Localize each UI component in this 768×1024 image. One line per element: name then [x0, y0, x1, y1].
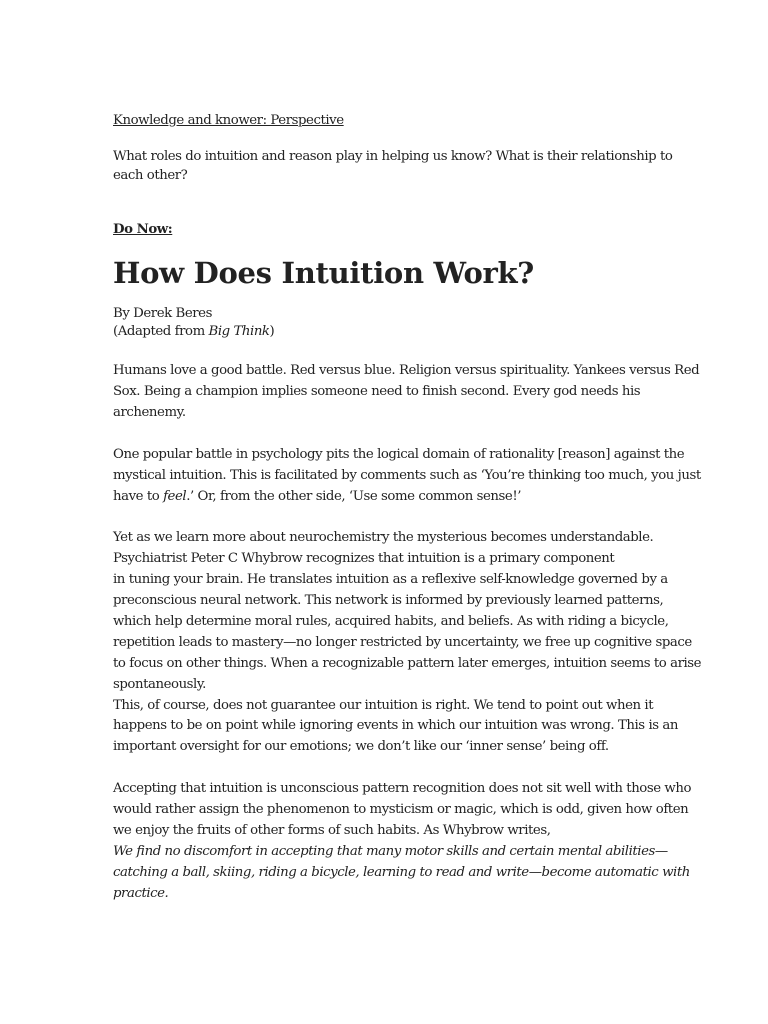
text-run: have to	[113, 489, 164, 504]
paragraph-line: Humans love a good battle. Red versus blue. Religion versus spirituality. Yankees versus Red	[113, 363, 700, 378]
paragraph-line: archenemy.	[113, 405, 186, 420]
adapted-suffix: )	[269, 324, 275, 339]
quote-line: catching a ball, skiing, riding a bicycle, learning to read and write—become automatic with	[113, 865, 690, 880]
paragraph-line: we enjoy the fruits of other forms of such habits. As Whybrow writes,	[113, 823, 551, 838]
quote-line: We find no discomfort in accepting that many motor skills and certain mental abilities—	[113, 844, 668, 859]
paragraph-line: which help determine moral rules, acquired habits, and beliefs. As with riding a bicycle,	[113, 614, 669, 629]
paragraph-line: preconscious neural network. This network is informed by previously learned patterns,	[113, 593, 664, 608]
paragraph-line: would rather assign the phenomenon to mysticism or magic, which is odd, given how often	[113, 802, 689, 817]
paragraph-line: to focus on other things. When a recognizable pattern later emerges, intuition seems to arise	[113, 656, 702, 671]
paragraph-line: happens to be on point while ignoring events in which our intuition was wrong. This is an	[113, 718, 678, 733]
paragraph-line: repetition leads to mastery—no longer restricted by uncertainty, we free up cognitive space	[113, 635, 692, 650]
unit-title: Knowledge and knower: Perspective	[113, 113, 344, 128]
text-run: .’ Or, from the other side, ‘Use some common sense!’	[186, 489, 522, 504]
paragraph-line: Yet as we learn more about neurochemistry the mysterious becomes understandable.	[113, 530, 654, 545]
paragraph-line: spontaneously.	[113, 677, 206, 692]
paragraph-line: This, of course, does not guarantee our intuition is right. We tend to point out when it	[113, 698, 654, 713]
paragraph-line	[113, 487, 521, 506]
paragraph-line: in tuning your brain. He translates intuition as a reflexive self-knowledge governed by a	[113, 572, 668, 587]
paragraph-line: Accepting that intuition is unconscious pattern recognition does not sit well with those who	[113, 781, 692, 796]
quote-line: practice.	[113, 886, 169, 901]
adapted-prefix: (Adapted from	[113, 324, 209, 339]
article-title: How Does Intuition Work?	[113, 256, 534, 290]
paragraph-line: important oversight for our emotions; we don’t like our ‘inner sense’ being off.	[113, 739, 609, 754]
paragraph-line: Psychiatrist Peter C Whybrow recognizes that intuition is a primary component	[113, 551, 615, 566]
adapted-from	[113, 322, 274, 341]
paragraph-line: Sox. Being a champion implies someone need to finish second. Every god needs his	[113, 384, 641, 399]
emphasis: feel	[163, 489, 187, 504]
guiding-question-line: each other?	[113, 168, 188, 183]
do-now-label: Do Now:	[113, 222, 173, 237]
paragraph-line: One popular battle in psychology pits the logical domain of rationality [reason] against the	[113, 447, 685, 462]
paragraph-line: mystical intuition. This is facilitated by comments such as ‘You’re thinking too much, you just	[113, 468, 701, 483]
adapted-source: Big Think	[208, 324, 270, 339]
byline: By Derek Beres	[113, 306, 212, 321]
guiding-question-line: What roles do intuition and reason play in helping us know? What is their relationship to	[113, 149, 673, 164]
